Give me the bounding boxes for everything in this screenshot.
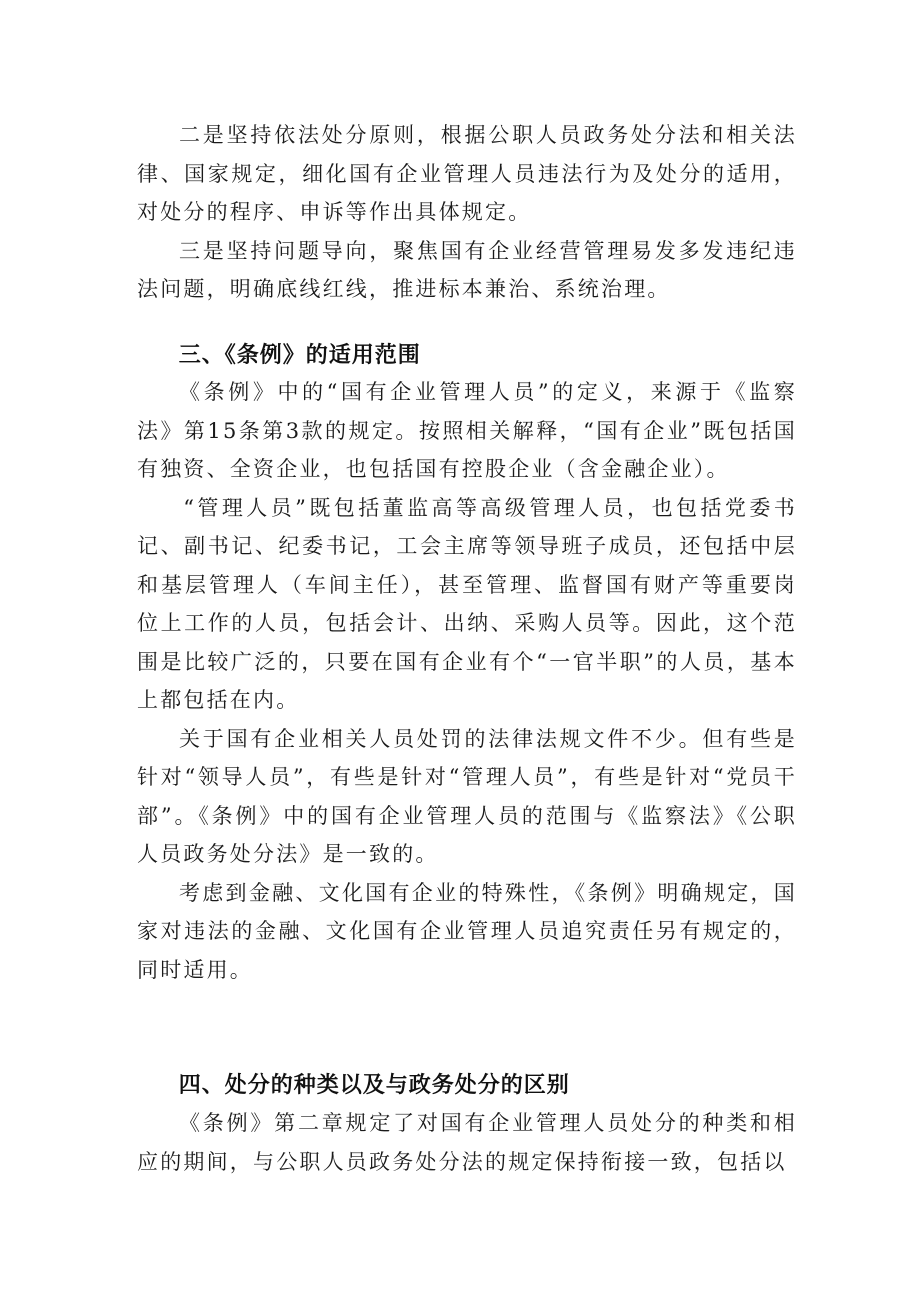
section-4-heading: 四、处分的种类以及与政务处分的区别 xyxy=(178,1073,570,1098)
paragraph-regulations: 关于国有企业相关人员处罚的法律法规文件不少。但有些是针对“领导人员”，有些是针对“管理人员”，有些是针对“党员干部”。《条例》中的国有企业管理人员的范围与《监察法》《公职人员政务处分法》是一致的。 xyxy=(137,726,797,866)
section-4-body xyxy=(137,1104,797,1181)
section-3-heading: 三、《条例》的适用范围 xyxy=(178,343,421,368)
paragraph-definition: 《条例》中的“国有企业管理人员”的定义，来源于《监察法》第15条第3款的规定。按照相关解释，“国有企业”既包括国有独资、全资企业，也包括国有控股企业（含金融企业）。 xyxy=(137,380,797,481)
paragraph-principle-2: 二是坚持依法处分原则，根据公职人员政务处分法和相关法律、国家规定，细化国有企业管理人员违法行为及处分的适用，对处分的程序、申诉等作出具体规定。 xyxy=(137,123,797,224)
paragraph-principle-3: 三是坚持问题导向，聚焦国有企业经营管理易发多发违纪违法问题，明确底线红线，推进标本兼治、系统治理。 xyxy=(137,238,797,301)
paragraph-finance-culture: 考虑到金融、文化国有企业的特殊性，《条例》明确规定，国家对违法的金融、文化国有企业管理人员追究责任另有规定的，同时适用。 xyxy=(137,880,797,982)
section-3-body xyxy=(137,373,797,989)
paragraph-block-top xyxy=(137,116,797,309)
section-3 xyxy=(137,333,797,378)
paragraph-managers: “管理人员”既包括董监高等高级管理人员，也包括党委书记、副书记、纪委书记，工会主席等领导班子成员，还包括中层和基层管理人（车间主任），甚至管理、监督国有财产等重要岗位上工作的人员，包括会计、出纳、采购人员等。因此，这个范围是比较广泛的，只要在国有企业有个“一官半职”的人员，基本上都包括在内。 xyxy=(137,495,797,712)
section-4 xyxy=(137,1063,797,1108)
paragraph-categories: 《条例》第二章规定了对国有企业管理人员处分的种类和相应的期间，与公职人员政务处分法的规定保持衔接一致，包括以 xyxy=(137,1111,797,1174)
